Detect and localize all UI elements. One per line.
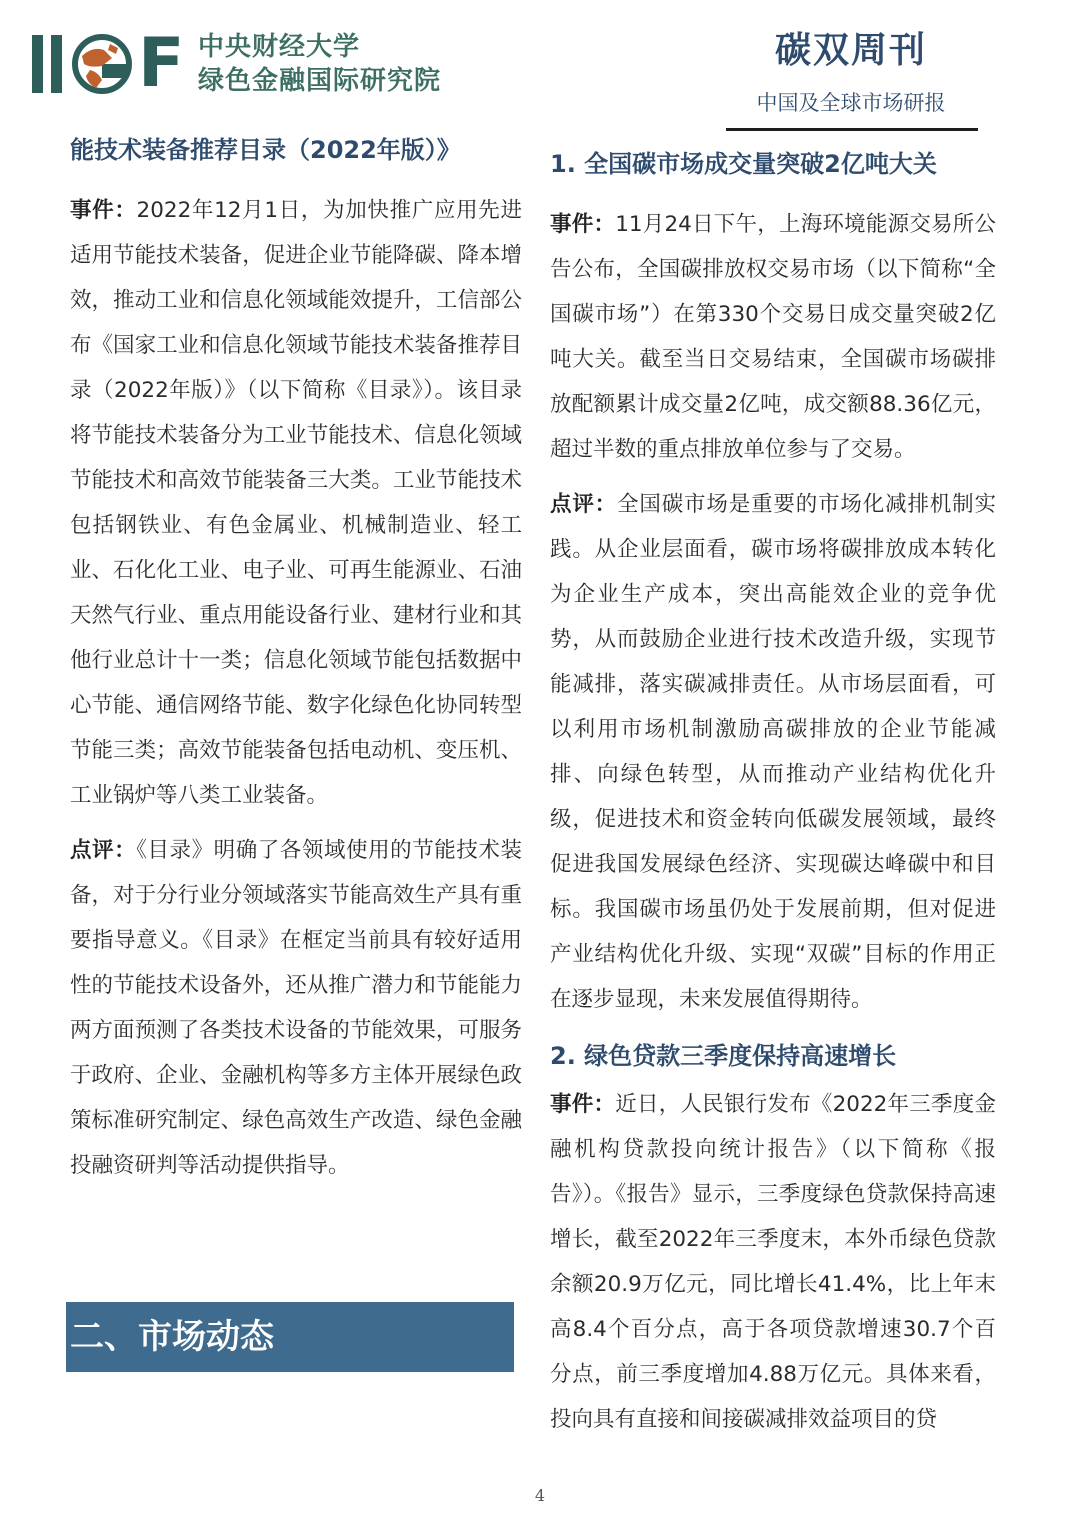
event-label: 事件： (70, 198, 137, 223)
left-section-heading: 能技术装备推荐目录（2022年版）》 (70, 136, 461, 164)
iigf-logo-mark (32, 24, 185, 103)
comment-text: 《目录》明确了各领域使用的节能技术装备，对于分行业分领域落实节能高效生产具有重要指导意义。《目录》在框定当前具有较好适用性的节能技术设备外，还从推广潜力和节能能力两方面预测了各类技术设备的节能效果，可服务于政府、企业、金融机构等多方主体开展绿色政策标准研究制定、绿色高效生产改造、绿色金融投融资研判等活动提供指导。 (70, 838, 522, 1178)
comment-text: 全国碳市场是重要的市场化减排机制实践。从企业层面看，碳市场将碳排放成本转化为企业生产成本，突出高能效企业的竞争优势，从而鼓励企业进行技术改造升级，实现节能减排，落实碳减排责任。从市场层面看，可以利用市场机制激励高碳排放的企业节能减排、向绿色转型，从而推动产业结构优化升级，促进技术和资金转向低碳发展领域，最终促进我国发展绿色经济、实现碳达峰碳中和目标。我国碳市场虽仍处于发展前期，但对促进产业结构优化升级、实现“双碳”目标的作用正在逐步显现，未来发展值得期待。 (550, 492, 996, 1012)
article-heading-1: 1. 全国碳市场成交量突破2亿吨大关 (550, 150, 937, 178)
article2-event-paragraph (550, 1082, 996, 1442)
org-name (198, 30, 441, 98)
article1-event-paragraph (550, 202, 996, 472)
right-column (550, 140, 996, 1452)
globe-icon (72, 34, 132, 94)
masthead (726, 26, 976, 118)
iigf-logo (32, 24, 185, 103)
page-number: 4 (534, 1486, 546, 1505)
logo-letter-f: F (138, 24, 185, 103)
event-label: 事件： (550, 1092, 616, 1117)
org-name-line2: 绿色金融国际研究院 (198, 66, 442, 96)
logo-bar (32, 35, 43, 93)
comment-label: 点评： (70, 838, 137, 863)
comment-label: 点评： (550, 492, 618, 517)
left-comment-paragraph (70, 828, 522, 1188)
publication-title: 碳双周刊 (774, 30, 927, 71)
event-label: 事件： (550, 212, 616, 237)
logo-bar (51, 35, 62, 93)
article1-comment-paragraph (550, 482, 996, 1022)
event-text: 11月24日下午，上海环境能源交易所公告公布，全国碳排放权交易市场（以下简称“全国碳市场”）在第330个交易日成交量突破2亿吨大关。截至当日交易结束，全国碳市场碳排放配额累计成交量2亿吨，成交额88.36亿元，超过半数的重点排放单位参与了交易。 (550, 212, 996, 462)
event-text: 近日，人民银行发布《2022年三季度金融机构贷款投向统计报告》（以下简称《报告》）。《报告》显示，三季度绿色贷款保持高速增长，截至2022年三季度末，本外币绿色贷款余额20.9万亿元，同比增长41.4%，比上年末高8.4个百分点，高于各项贷款增速30.7个百分点，前三季度增加4.88万亿元。具体来看，投向具有直接和间接碳减排效益项目的贷 (550, 1092, 996, 1432)
masthead-divider (726, 128, 978, 131)
left-event-paragraph (70, 188, 522, 818)
publication-subtitle: 中国及全球市场研报 (756, 91, 946, 115)
left-column (70, 126, 522, 1198)
article-heading-2: 2. 绿色贷款三季度保持高速增长 (550, 1042, 897, 1070)
section-banner-market: 二、市场动态 (66, 1302, 514, 1372)
event-text: 2022年12月1日，为加快推广应用先进适用节能技术装备，促进企业节能降碳、降本增效，推动工业和信息化领域能效提升，工信部公布《国家工业和信息化领域节能技术装备推荐目录（2022年版）》（以下简称《目录》）。该目录将节能技术装备分为工业节能技术、信息化领域节能技术和高效节能装备三大类。工业节能技术包括钢铁业、有色金属业、机械制造业、轻工业、石化化工业、电子业、可再生能源业、石油天然气行业、重点用能设备行业、建材行业和其他行业总计十一类；信息化领域节能包括数据中心节能、通信网络节能、数字化绿色化协同转型节能三类；高效节能装备包括电动机、变压机、工业锅炉等八类工业装备。 (70, 198, 522, 808)
org-name-line1: 中央财经大学 (198, 32, 361, 62)
